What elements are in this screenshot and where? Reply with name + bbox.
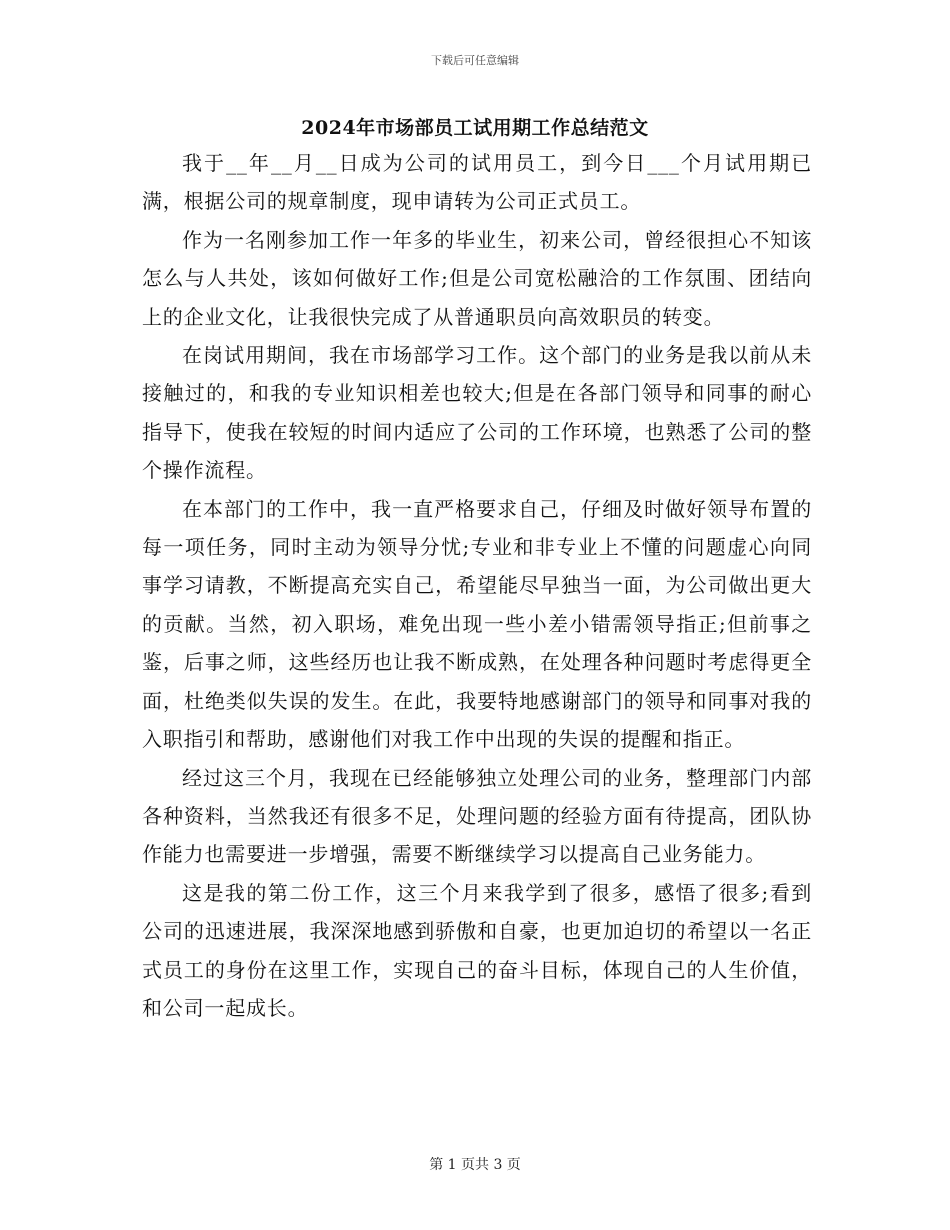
- paragraph-3: 在岗试用期间，我在市场部学习工作。这个部门的业务是我以前从未接触过的，和我的专业知识相差也较大;但是在各部门领导和同事的耐心指导下，使我在较短的时间内适应了公司的工作环境，也熟悉了公司的整个操作流程。: [142, 343, 812, 483]
- paragraph-1: 我于__年__月__日成为公司的试用员工，到今日___个月试用期已满，根据公司的规章制度，现申请转为公司正式员工。: [142, 151, 812, 214]
- page-number-footer: 第 1 页共 3 页: [429, 1157, 521, 1173]
- document-title: 2024年市场部员工试用期工作总结范文: [301, 117, 649, 139]
- page-header-note: 下载后可任意编辑: [431, 54, 519, 67]
- paragraph-5: 经过这三个月，我现在已经能够独立处理公司的业务，整理部门内部各种资料，当然我还有很多不足，处理问题的经验方面有待提高，团队协作能力也需要进一步增强，需要不断继续学习以提高自己业务能力。: [142, 765, 812, 867]
- paragraph-4: 在本部门的工作中，我一直严格要求自己，仔细及时做好领导布置的每一项任务，同时主动为领导分忧;专业和非专业上不懂的问题虚心向同事学习请教，不断提高充实自己，希望能尽早独当一面，为公司做出更大的贡献。当然，初入职场，难免出现一些小差小错需领导指正;但前事之鉴，后事之师，这些经历也让我不断成熟，在处理各种问题时考虑得更全面，杜绝类似失误的发生。在此，我要特地感谢部门的领导和同事对我的入职指引和帮助，感谢他们对我工作中出现的失误的提醒和指正。: [142, 496, 812, 752]
- paragraph-2: 作为一名刚参加工作一年多的毕业生，初来公司，曾经很担心不知该怎么与人共处，该如何做好工作;但是公司宽松融洽的工作氛围、团结向上的企业文化，让我很快完成了从普通职员向高效职员的转变。: [142, 227, 812, 329]
- paragraph-6: 这是我的第二份工作，这三个月来我学到了很多，感悟了很多;看到公司的迅速进展，我深深地感到骄傲和自豪，也更加迫切的希望以一名正式员工的身份在这里工作，实现自己的奋斗目标，体现自己的人生价值，和公司一起成长。: [142, 880, 812, 1020]
- document-body: [142, 144, 812, 1027]
